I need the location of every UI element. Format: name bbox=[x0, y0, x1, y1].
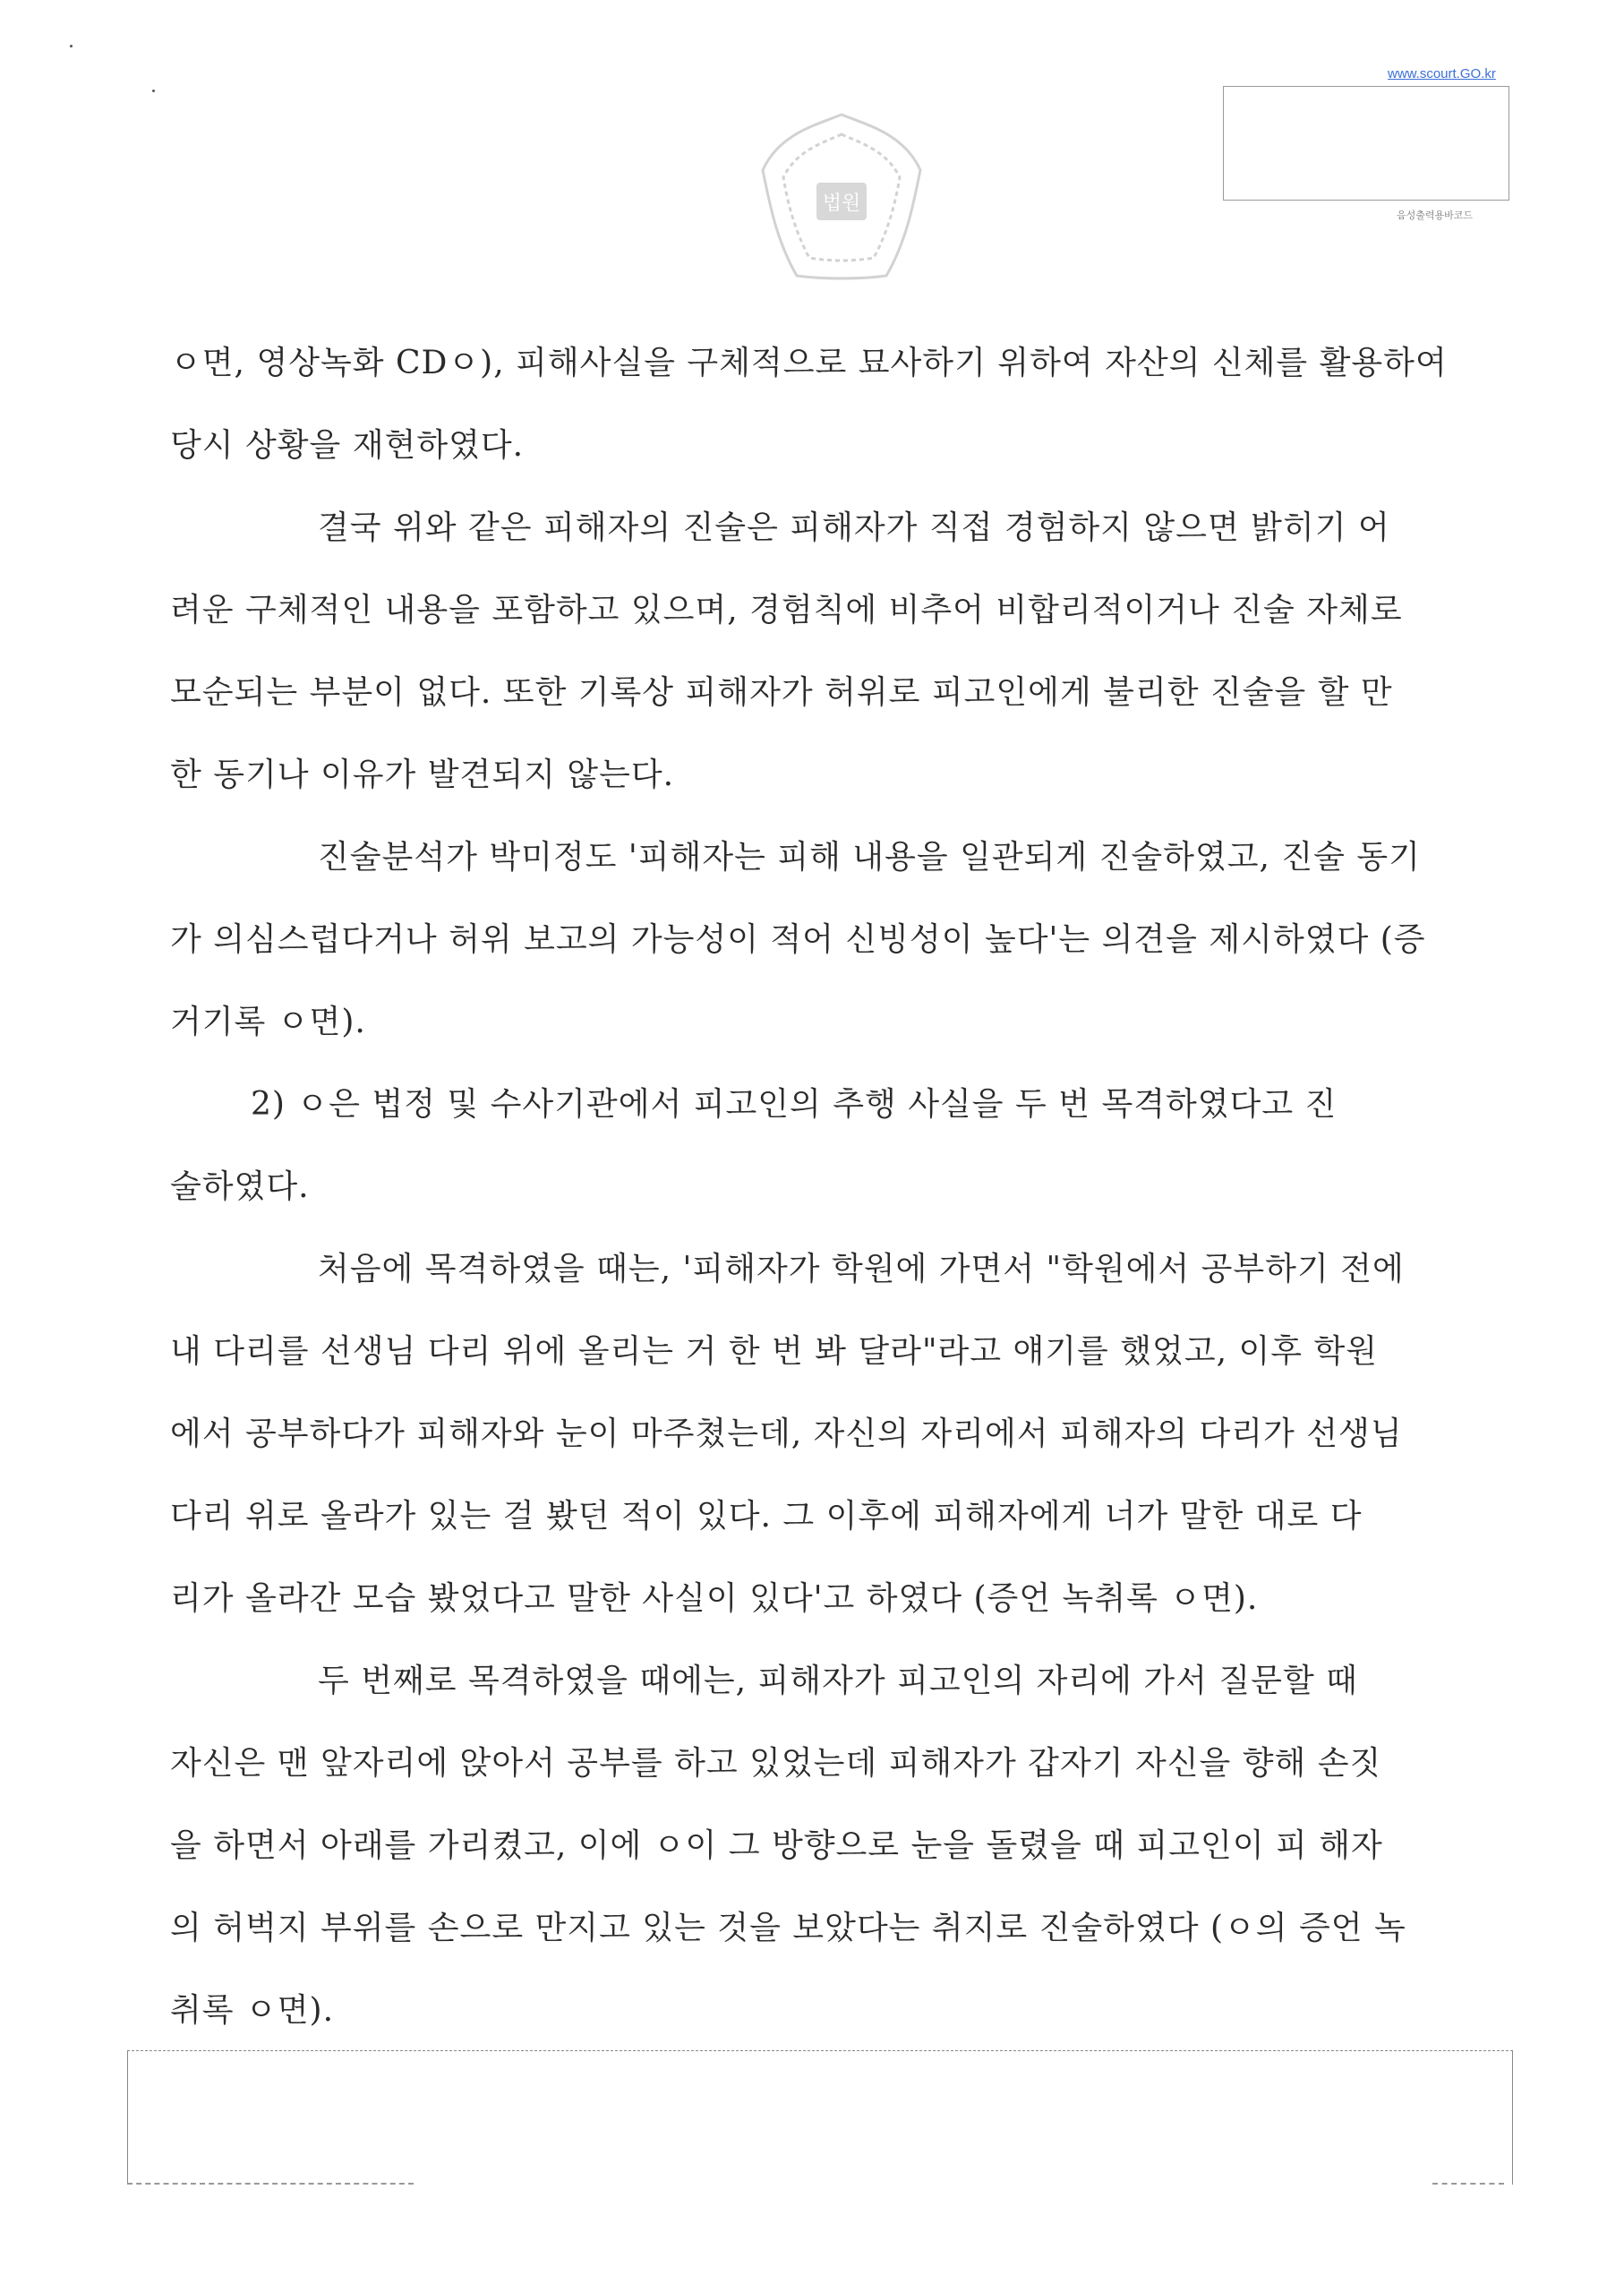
body-line: 의 허벅지 부위를 손으로 만지고 있는 것을 보았다는 취지로 진술하였다 (ㅇ의 증언 녹 bbox=[170, 1910, 1406, 1946]
footer-divider bbox=[127, 2183, 414, 2185]
body-line: 거기록 ㅇ면). bbox=[170, 1004, 366, 1040]
body-line: 결국 위와 같은 피해자의 진술은 피해자가 직접 경험하지 않으면 밝히기 어 bbox=[318, 509, 1390, 546]
body-line: ㅇ면, 영상녹화 CDㅇ), 피해사실을 구체적으로 묘사하기 위하여 자산의 신체를 활용하여 bbox=[170, 345, 1448, 381]
body-line: 한 동기나 이유가 발견되지 않는다. bbox=[170, 757, 675, 793]
body-line: 리가 올라간 모습 봤었다고 말한 사실이 있다'고 하였다 (증언 녹취록 ㅇ면). bbox=[170, 1580, 1259, 1617]
body-line: 가 의심스럽다거나 허위 보고의 가능성이 적어 신빙성이 높다'는 의견을 제시하였다 (증 bbox=[170, 921, 1426, 958]
body-line: 려운 구체적인 내용을 포함하고 있으며, 경험칙에 비추어 비합리적이거나 진술 자체로 bbox=[170, 592, 1403, 629]
barcode-box bbox=[1223, 86, 1509, 201]
court-url-link[interactable]: www.scourt.GO.kr bbox=[1388, 66, 1496, 81]
body-line: 당시 상황을 재현하였다. bbox=[170, 427, 525, 464]
body-line: 내 다리를 선생님 다리 위에 올리는 거 한 번 봐 달라"라고 얘기를 했었고, 이후 학원 bbox=[170, 1333, 1379, 1370]
body-line: 취록 ㅇ면). bbox=[170, 1992, 335, 2029]
body-line: 2) ㅇ은 법정 및 수사기관에서 피고인의 추행 사실을 두 번 목격하였다고 진 bbox=[251, 1086, 1338, 1123]
body-line: 진술분석가 박미정도 '피해자는 피해 내용을 일관되게 진술하였고, 진술 동기 bbox=[318, 839, 1421, 876]
body-line: 자신은 맨 앞자리에 앉아서 공부를 하고 있었는데 피해자가 갑자기 자신을 향해 손짓 bbox=[170, 1745, 1382, 1782]
seal-text: 법원 bbox=[822, 192, 861, 215]
scan-speck bbox=[152, 90, 155, 92]
barcode-caption: 음성출력용바코드 bbox=[1397, 210, 1474, 221]
scan-speck bbox=[70, 45, 73, 47]
body-line: 술하였다. bbox=[170, 1168, 310, 1205]
document-body bbox=[170, 322, 1473, 2052]
body-line: 을 하면서 아래를 가리켰고, 이에 ㅇ이 그 방향으로 눈을 돌렸을 때 피고인이 피 해자 bbox=[170, 1827, 1383, 1864]
body-line: 두 번째로 목격하였을 때에는, 피해자가 피고인의 자리에 가서 질문할 때 bbox=[318, 1663, 1358, 1699]
footer-divider bbox=[1432, 2183, 1504, 2185]
footer-box bbox=[127, 2050, 1513, 2185]
body-line: 에서 공부하다가 피해자와 눈이 마주쳤는데, 자신의 자리에서 피해자의 다리가 선생님 bbox=[170, 1415, 1403, 1452]
body-line: 처음에 목격하였을 때는, '피해자가 학원에 가면서 "학원에서 공부하기 전에 bbox=[318, 1251, 1405, 1287]
court-seal-logo bbox=[752, 107, 931, 286]
body-line: 모순되는 부분이 없다. 또한 기록상 피해자가 허위로 피고인에게 불리한 진술을 할 만 bbox=[170, 674, 1393, 711]
body-line: 다리 위로 올라가 있는 걸 봤던 적이 있다. 그 이후에 피해자에게 너가 말한 대로 다 bbox=[170, 1498, 1363, 1535]
